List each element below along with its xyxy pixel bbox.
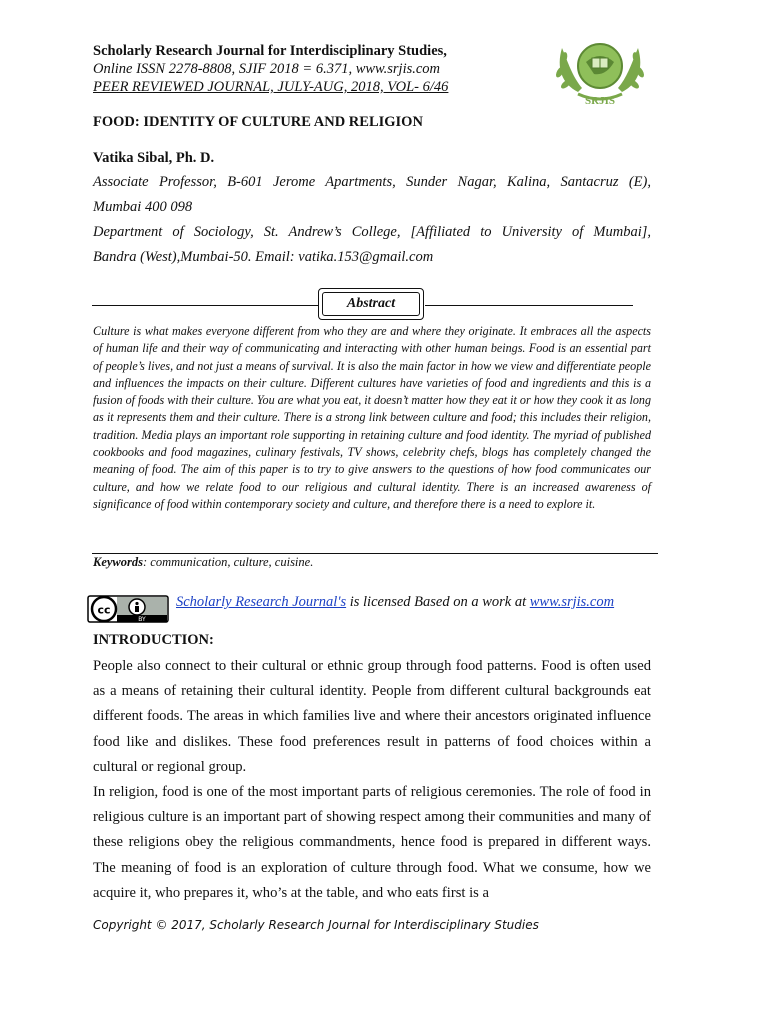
abstract-divider-right	[425, 305, 633, 306]
keywords-text: : communication, culture, cuisine.	[143, 555, 314, 569]
abstract-divider-left	[92, 305, 319, 306]
issn-line: Online ISSN 2278-8808, SJIF 2018 = 6.371, www.srjis.com	[93, 61, 441, 77]
affiliation-line: Mumbai 400 098	[93, 199, 193, 215]
abstract-heading-box	[318, 288, 424, 320]
paper-title: FOOD: IDENTITY OF CULTURE AND RELIGION	[93, 114, 423, 130]
abstract-heading: Abstract	[322, 292, 420, 316]
body-paragraph: People also connect to their cultural or ethnic group through food patterns. Food is often used as a means of retaining their cultural identity. People from different cultural backgrounds eat different foods. The areas in which families live and where their ancestors originated influence food like and dislikes. These food preferences result in patterns of food choices within a cultural or regional group.	[93, 658, 651, 775]
affiliation-line: Associate Professor, B-601 Jerome Apartments, Sunder Nagar, Kalina, Santacruz (E),	[93, 174, 651, 190]
logo-text: SRJIS	[585, 95, 615, 106]
keywords-label: Keywords	[93, 555, 143, 569]
copyright-footer: Copyright © 2017, Scholarly Research Journal for Interdisciplinary Studies	[93, 918, 539, 932]
cc-license-badge	[87, 595, 169, 623]
body-paragraph: In religion, food is one of the most important parts of religious ceremonies. The role of food in religious culture is an important part of showing respect among their communities and many of these religions obey the religious commandments, hence food is prepared in different ways. The meaning of food is an exploration of culture through food. What we consume, how we acquire it, who prepares it, who’s at the table, and who eats first is a	[93, 784, 651, 901]
journal-link[interactable]: Scholarly Research Journal's	[176, 594, 347, 610]
license-statement	[176, 594, 614, 611]
journal-logo	[548, 32, 652, 106]
keywords	[93, 555, 313, 570]
license-middle-text: is licensed Based on a work at	[346, 594, 530, 610]
svg-text:cc: cc	[97, 603, 111, 617]
abstract-bottom-rule	[92, 553, 658, 554]
affiliation-line: Bandra (West),Mumbai-50. Email: vatika.153@gmail.com	[93, 249, 434, 265]
website-link[interactable]: www.srjis.com	[529, 594, 615, 610]
svg-text:BY: BY	[138, 616, 146, 623]
affiliation-line: Department of Sociology, St. Andrew’s College, [Affiliated to University of Mumbai],	[93, 224, 651, 240]
abstract-text: Culture is what makes everyone different from who they are and where they originate. It embraces all the aspects of human life and their way of communicating and interacting with other human beings. Food is an essential part of people’s lives, and not just a means of survival. It is also the main factor in how we view and differentiate people and influences the impacts on their culture. Different cultures have varieties of food and ingredients and this is a fusion of foods with their culture. You are what you eat, it doesn’t matter how they eat it or how they cook it as long as it represents them and their culture. There is a strong link between culture and food; this includes their religion, tradition. Media plays an important role supporting in retaining culture and food identity. The myriad of published cookbooks and food magazines, culinary festivals, TV shows, celebrity chefs, blogs has completely changed the meaning of food. The aim of this paper is to try to give answers to the questions of how food communicates our culture, and how we relate food to our religious and cultural identity. There is an increased awareness of significance of food within contemporary society and culture, and therefore there is a need to explore it.	[93, 324, 651, 511]
peer-review-line: PEER REVIEWED JOURNAL, JULY-AUG, 2018, VOL- 6/46	[93, 79, 449, 95]
journal-name: Scholarly Research Journal for Interdisciplinary Studies,	[93, 43, 447, 59]
section-heading: INTRODUCTION:	[93, 632, 214, 648]
author-name: Vatika Sibal, Ph. D.	[93, 150, 215, 166]
